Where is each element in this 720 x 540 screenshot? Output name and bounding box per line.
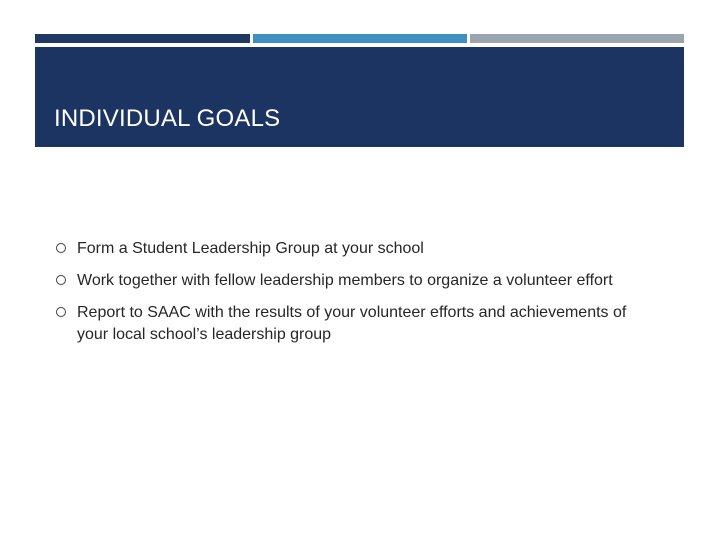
slide-title: INDIVIDUAL GOALS <box>54 105 281 132</box>
circle-bullet-icon <box>56 307 66 317</box>
bullet-item <box>56 270 656 292</box>
circle-bullet-icon <box>56 275 66 285</box>
circle-bullet-icon <box>56 243 66 253</box>
accent-bar-gray <box>470 34 684 43</box>
bullet-text: Form a Student Leadership Group at your school <box>77 240 424 257</box>
bullet-item <box>56 238 656 260</box>
bullet-text: Work together with fellow leadership members to organize a volunteer effort <box>77 272 613 289</box>
bullet-item <box>56 302 656 346</box>
bullet-list <box>56 238 656 356</box>
accent-bar-dark <box>35 34 250 43</box>
title-band <box>35 47 684 147</box>
accent-bar-blue <box>253 34 467 43</box>
bullet-text: Report to SAAC with the results of your volunteer efforts and achievements of your local school’s leadership group <box>77 304 627 343</box>
